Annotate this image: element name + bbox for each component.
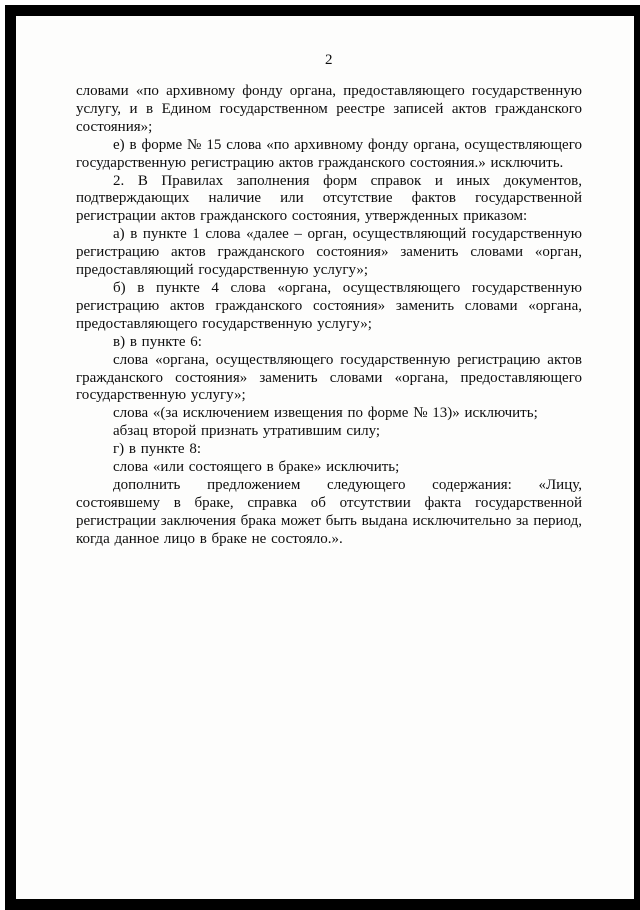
paragraph: в) в пункте 6: xyxy=(113,333,202,350)
paragraph: слова «органа, осуществляющего государственную регистрацию актов гражданского состояния» заменить словами «органа, предоставляющего государственную услугу»; xyxy=(76,351,582,404)
paragraph: б) в пункте 4 слова «органа, осуществляющего государственную регистрацию актов гражданского состояния» заменить словами «органа, предоставляющего государственную услугу»; xyxy=(76,279,582,332)
paragraph: 2. В Правилах заполнения форм справок и иных документов, подтверждающих наличие или отсутствие фактов государственной регистрации актов гражданского состояния, утвержденных приказом: xyxy=(76,172,582,225)
paragraph: абзац второй признать утратившим силу; xyxy=(113,423,381,440)
paragraph: а) в пункте 1 слова «далее – орган, осуществляющий государственную регистрацию актов гражданского состояния» заменить словами «орган, предоставляющий государственную услугу»; xyxy=(76,226,582,279)
paragraph: слова «или состоящего в браке» исключить; xyxy=(113,459,400,476)
page-content xyxy=(16,16,634,899)
document-page xyxy=(5,5,640,910)
paragraph: г) в пункте 8: xyxy=(113,441,202,458)
page-number: 2 xyxy=(325,52,333,68)
document-text-block xyxy=(76,83,582,549)
paragraph: е) в форме № 15 слова «по архивному фонду органа, осуществляющего государственную регистрацию актов гражданского состояния.» исключить. xyxy=(76,136,582,171)
paragraph: дополнить предложением следующего содержания: «Лицу, состоявшему в браке, справка об отсутствии факта государственной регистрации заключения брака может быть выдана исключительно за период, когда данное лицо в браке не состояло.». xyxy=(76,476,582,547)
paragraph: слова «(за исключением извещения по форме № 13)» исключить; xyxy=(113,405,538,422)
paragraph: словами «по архивному фонду органа, предоставляющего государственную услугу, и в Едином государственном реестре записей актов гражданского состояния»; xyxy=(76,83,582,135)
